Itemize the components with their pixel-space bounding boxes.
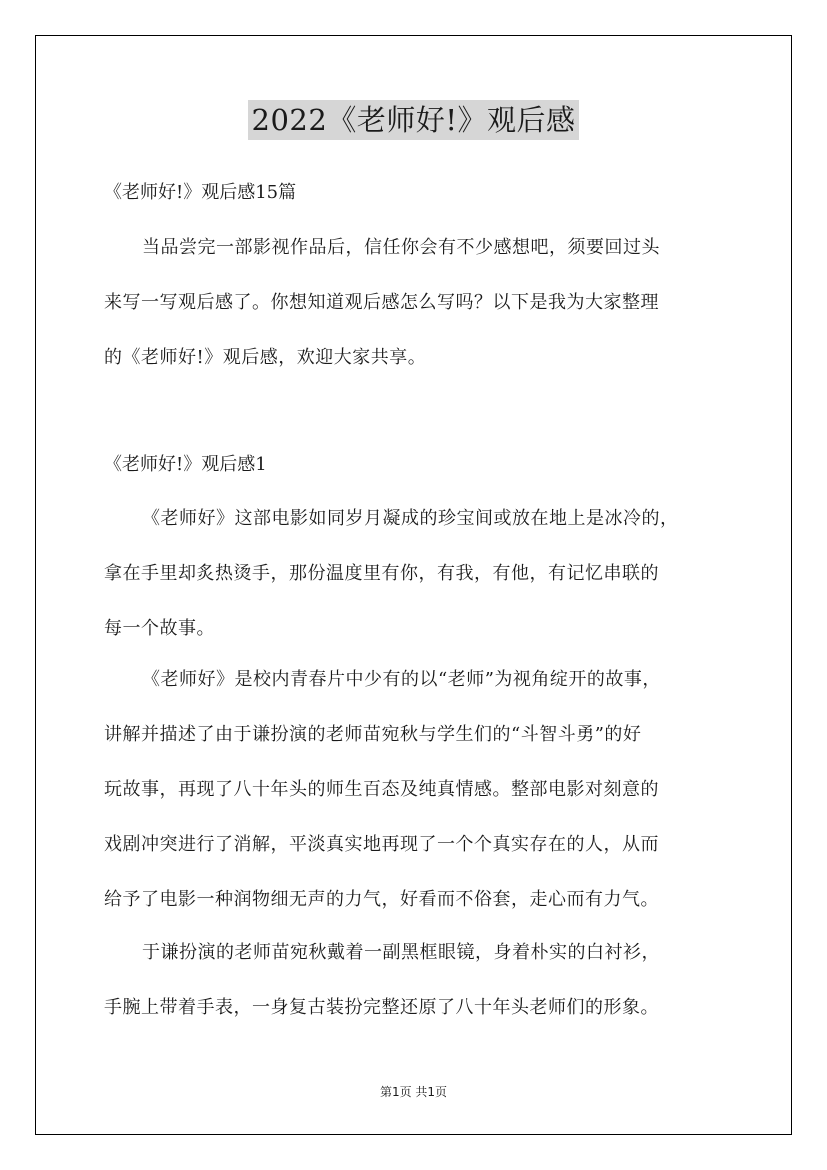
document-title-wrapper: [0, 100, 827, 145]
paragraph-line: 讲解并描述了由于谦扮演的老师苗宛秋与学生们的“斗智斗勇”的好: [104, 724, 642, 745]
page-footer: 第1页 共1页: [379, 1085, 448, 1099]
paragraph-line: 手腕上带着手表，一身复古装扮完整还原了八十年头老师们的形象。: [104, 997, 659, 1018]
paragraph-1: [104, 504, 734, 669]
paragraph-line: 玩故事，再现了八十年头的师生百态及纯真情感。整部电影对刻意的: [104, 779, 659, 800]
intro-line: 当品尝完一部影视作品后，信任你会有不少感想吧，须要回过头: [142, 237, 660, 258]
section-heading: 《老师好!》观后感1: [104, 454, 267, 475]
paragraph-2: [104, 665, 734, 940]
intro-paragraph: [104, 233, 734, 398]
paragraph-line: 于谦扮演的老师苗宛秋戴着一副黑框眼镜，身着朴实的白衬衫，: [142, 942, 660, 963]
paragraph-line: 《老师好》是校内青春片中少有的以“老师”为视角绽开的故事，: [142, 669, 661, 690]
paragraph-line: 《老师好》这部电影如同岁月凝成的珍宝间或放在地上是冰冷的，: [142, 508, 679, 529]
paragraph-line: 给予了电影一种润物细无声的力气，好看而不俗套，走心而有力气。: [104, 889, 659, 910]
document-subtitle: 《老师好!》观后感15篇: [104, 182, 297, 203]
paragraph-line: 拿在手里却炙热烫手，那份温度里有你，有我，有他，有记忆串联的: [104, 563, 659, 584]
document-title: 2022《老师好!》观后感: [248, 100, 580, 140]
paragraph-line: 戏剧冲突进行了消解，平淡真实地再现了一个个真实存在的人，从而: [104, 834, 659, 855]
intro-line: 来写一写观后感了。你想知道观后感怎么写吗？以下是我为大家整理: [104, 292, 659, 313]
intro-line: 的《老师好!》观后感，欢迎大家共享。: [104, 347, 427, 368]
paragraph-3: [104, 938, 734, 1048]
paragraph-line: 每一个故事。: [104, 618, 215, 639]
